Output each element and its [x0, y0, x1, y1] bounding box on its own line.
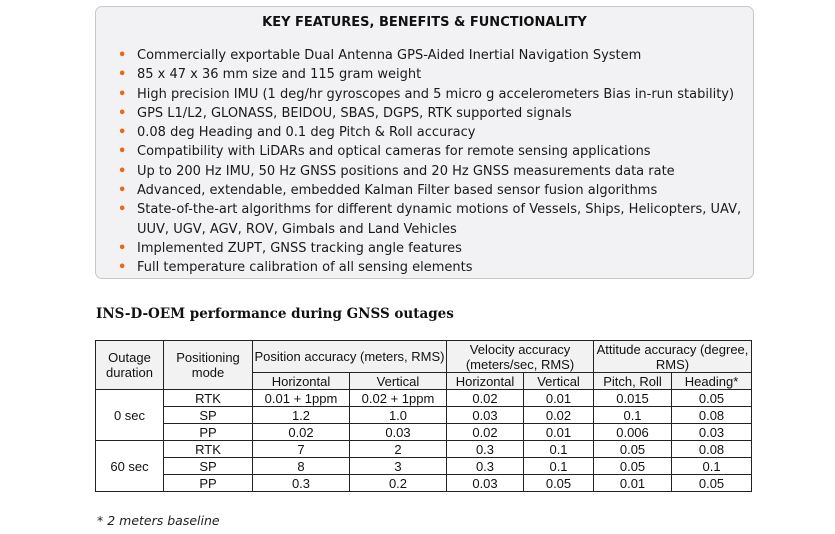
outage-duration-cell: 60 sec [96, 441, 164, 492]
mode-cell: SP [164, 407, 253, 424]
feature-item: • Full temperature calibration of all sensing elements [118, 258, 748, 277]
features-list [118, 46, 748, 278]
table-cell: 8 [253, 458, 350, 475]
header-attitude-accuracy: Attitude accuracy (degree, RMS) [594, 341, 752, 373]
footnote: * 2 meters baseline [97, 513, 220, 528]
header-outage-duration: Outage duration [96, 341, 164, 390]
bullet-icon: • [118, 48, 127, 63]
table-cell: 2 [350, 441, 447, 458]
feature-item: • Commercially exportable Dual Antenna GPS-Aided Inertial Navigation System [118, 46, 748, 65]
table-cell: 0.03 [672, 424, 752, 441]
table-cell: 0.05 [594, 458, 672, 475]
features-title: KEY FEATURES, BENEFITS & FUNCTIONALITY [262, 15, 587, 30]
table-cell: 0.03 [447, 407, 524, 424]
header-vel-horizontal: Horizontal [447, 373, 524, 390]
bullet-icon: • [118, 202, 127, 218]
table-cell: 0.3 [253, 475, 350, 492]
feature-item: • State-of-the-art algorithms for different dynamic motions of Vessels, Ships, Helicopters, UAV, UUV, UGV, AGV, ROV, Gimbals and Land Vehicles [118, 202, 742, 237]
table-cell: 7 [253, 441, 350, 458]
header-pos-horizontal: Horizontal [253, 373, 350, 390]
header-vel-vertical: Vertical [524, 373, 594, 390]
header-position-accuracy: Position accuracy (meters, RMS) [253, 341, 447, 373]
mode-cell: RTK [164, 390, 253, 407]
bullet-icon: • [118, 67, 127, 83]
table-header-row [96, 341, 752, 373]
table-cell: 0.1 [524, 441, 594, 458]
header-positioning-mode: Positioning mode [164, 341, 253, 390]
feature-item: • GPS L1/L2, GLONASS, BEIDOU, SBAS, DGPS, RTK supported signals [118, 104, 748, 123]
mode-cell: RTK [164, 441, 253, 458]
bullet-icon: • [118, 125, 127, 141]
header-velocity-accuracy: Velocity accuracy (meters/sec, RMS) [447, 341, 594, 373]
bullet-icon: • [118, 163, 127, 179]
table-cell: 0.1 [594, 407, 672, 424]
table-cell: 0.1 [524, 458, 594, 475]
table-cell: 0.05 [672, 390, 752, 407]
feature-item: • High precision IMU (1 deg/hr gyroscopes and 5 micro g accelerometers Bias in-run stability) [118, 85, 748, 104]
table-cell: 0.006 [594, 424, 672, 441]
mode-cell: PP [164, 475, 253, 492]
header-att-heading: Heading* [672, 373, 752, 390]
table-row [96, 475, 752, 492]
table-cell: 0.03 [350, 424, 447, 441]
table-cell: 0.01 + 1ppm [253, 390, 350, 407]
feature-item: • 85 x 47 x 36 mm size and 115 gram weight [118, 65, 748, 84]
header-pos-vertical: Vertical [350, 373, 447, 390]
table-cell: 0.05 [524, 475, 594, 492]
table-cell: 0.3 [447, 441, 524, 458]
table-cell: 3 [350, 458, 447, 475]
table-cell: 0.02 [447, 424, 524, 441]
bullet-icon: • [118, 260, 127, 276]
feature-item: • 0.08 deg Heading and 0.1 deg Pitch & Roll accuracy [118, 123, 748, 142]
performance-heading: INS-D-OEM performance during GNSS outages [96, 306, 454, 322]
table-cell: 0.05 [672, 475, 752, 492]
bullet-icon: • [118, 105, 127, 121]
table-cell: 0.01 [524, 390, 594, 407]
feature-item: • Advanced, extendable, embedded Kalman Filter based sensor fusion algorithms [118, 181, 748, 200]
key-features-box [95, 6, 754, 279]
table-row [96, 441, 752, 458]
feature-item: • Compatibility with LiDARs and optical cameras for remote sensing applications [118, 142, 748, 161]
table-cell: 0.03 [447, 475, 524, 492]
table-row [96, 390, 752, 407]
table-cell: 1.2 [253, 407, 350, 424]
table-cell: 0.01 [594, 475, 672, 492]
table-cell: 0.02 + 1ppm [350, 390, 447, 407]
mode-cell: SP [164, 458, 253, 475]
performance-table [95, 340, 752, 492]
table-cell: 0.08 [672, 407, 752, 424]
table-cell: 0.1 [672, 458, 752, 475]
table-row [96, 407, 752, 424]
table-cell: 0.02 [253, 424, 350, 441]
feature-item: • Implemented ZUPT, GNSS tracking angle features [118, 239, 748, 258]
table-row [96, 458, 752, 475]
bullet-icon: • [118, 183, 127, 199]
table-cell: 0.3 [447, 458, 524, 475]
feature-item: • Up to 200 Hz IMU, 50 Hz GNSS positions and 20 Hz GNSS measurements data rate [118, 162, 748, 181]
header-att-pitch-roll: Pitch, Roll [594, 373, 672, 390]
table-cell: 0.05 [594, 441, 672, 458]
bullet-icon: • [118, 86, 127, 102]
bullet-icon: • [118, 240, 127, 256]
outage-duration-cell: 0 sec [96, 390, 164, 441]
table-cell: 0.01 [524, 424, 594, 441]
bullet-icon: • [118, 144, 127, 160]
table-cell: 1.0 [350, 407, 447, 424]
table-cell: 0.02 [447, 390, 524, 407]
table-cell: 0.02 [524, 407, 594, 424]
table-cell: 0.015 [594, 390, 672, 407]
mode-cell: PP [164, 424, 253, 441]
table-cell: 0.2 [350, 475, 447, 492]
table-cell: 0.08 [672, 441, 752, 458]
table-row [96, 424, 752, 441]
